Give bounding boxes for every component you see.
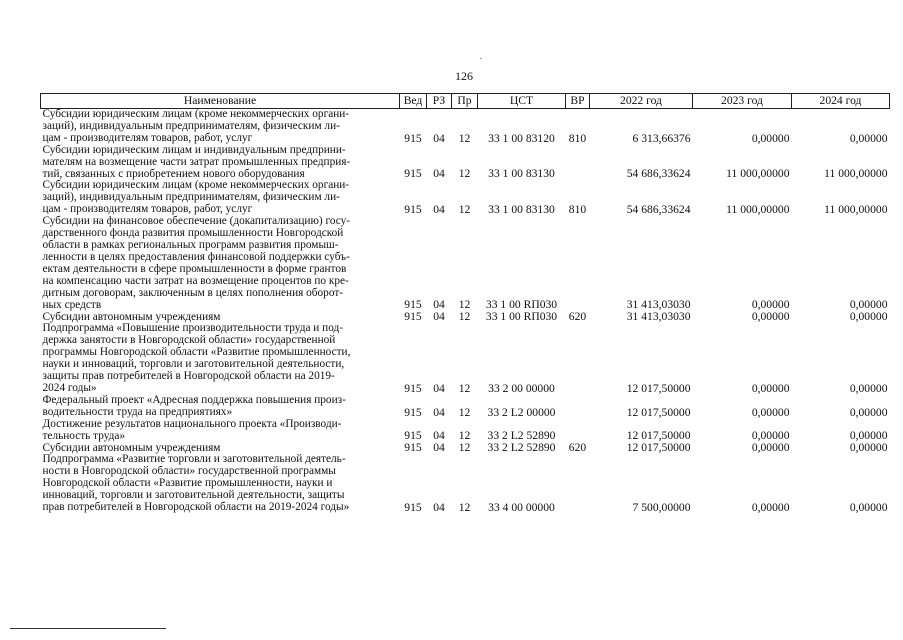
row-name-line: ных средств: [42, 298, 102, 311]
cell-ved: 915: [404, 310, 422, 324]
cell-y2023: 0,00000: [751, 501, 790, 514]
cell-y2023: 11 000,00000: [726, 203, 790, 217]
cell-vr: [566, 216, 590, 311]
row-name-line: 2024 годы»: [42, 381, 97, 394]
table-row: [41, 109, 890, 145]
cell-y2023: 0,00000: [751, 298, 790, 312]
table-row: [41, 395, 890, 419]
row-name-line: держка занятости в Новгородской области» государственной: [42, 334, 336, 347]
cell-vr: 810: [568, 131, 587, 145]
row-name: [41, 419, 400, 443]
cell-rz: 04: [433, 203, 445, 217]
cell-y2024: 0,00000: [849, 441, 888, 455]
row-name-line: Достижение результатов национального проекта «Производи-: [42, 417, 342, 430]
cell-vr: [566, 395, 590, 419]
row-name-line: ленности в целях предоставления финансовой поддержки субъ-: [42, 250, 350, 263]
row-name: [41, 323, 400, 394]
cell-cst: 33 1 00 83130: [488, 167, 555, 181]
page-number: 126: [455, 69, 473, 83]
cell-ved: 915: [404, 381, 422, 395]
header-ved: Вед: [400, 94, 427, 109]
cell-y2022: 7 500,00000: [632, 501, 691, 514]
cell-y2022: 6 313,66376: [632, 131, 691, 145]
row-name: [41, 180, 400, 216]
header-cst: ЦСТ: [478, 94, 566, 109]
cell-pr: 12: [458, 203, 471, 217]
footnote-divider: [10, 628, 166, 629]
cell-pr: 12: [458, 298, 471, 312]
cell-ved: 915: [404, 405, 422, 419]
table-row: [41, 419, 890, 443]
cell-y2022: 54 686,33624: [626, 167, 691, 181]
row-name-line: водительности труда на предприятиях»: [42, 405, 233, 418]
row-name-line: защиты прав потребителей в Новгородской области на 2019-: [42, 370, 335, 383]
row-name-line: на компенсацию части затрат на возмещение процентов по кре-: [42, 274, 349, 287]
cell-rz: 04: [433, 441, 445, 455]
cell-cst: 33 1 00 RП030: [485, 298, 558, 312]
row-name-line: Субсидии юридическим лицам (кроме некоммерческих органи-: [42, 108, 350, 120]
cell-y2023: 0,00000: [751, 310, 790, 324]
cell-y2024: 0,00000: [849, 501, 888, 514]
header-2024: 2024 год: [792, 94, 890, 109]
row-name-line: ности в Новгородской области» государственной программы: [42, 465, 336, 478]
cell-rz: 04: [433, 167, 445, 181]
header-name: Наименование: [41, 94, 400, 109]
cell-y2024: 0,00000: [849, 310, 888, 324]
table-row: [41, 145, 890, 181]
cell-y2022: 12 017,50000: [626, 405, 691, 419]
row-name-line: прав потребителей в Новгородской области на 2019-2024 годы»: [42, 501, 350, 514]
cell-cst: 33 2 L2 52890: [487, 441, 556, 455]
cell-cst: 33 2 00 00000: [488, 381, 555, 395]
cell-vr: [566, 323, 590, 394]
cell-ved: 915: [404, 501, 422, 514]
cell-pr: 12: [458, 441, 471, 455]
cell-vr: [566, 419, 590, 443]
cell-y2022: 54 686,33624: [626, 203, 691, 217]
cell-y2022: 12 017,50000: [626, 381, 691, 395]
row-name-line: дитным договорам, заключенным в целях пополнения оборот-: [42, 286, 344, 299]
cell-rz: 04: [433, 131, 445, 145]
header-vr: ВР: [566, 94, 590, 109]
cell-rz: 04: [433, 405, 445, 419]
header-pr: Пр: [452, 94, 478, 109]
cell-y2023: 0,00000: [751, 441, 790, 455]
cell-ved: 915: [404, 298, 422, 312]
cell-vr: 620: [568, 310, 587, 324]
row-name-line: цам - производителям товаров, работ, услуг: [42, 131, 253, 144]
row-name: [41, 109, 400, 145]
row-name-line: Субсидии юридическим лицам и индивидуальным предприни-: [42, 143, 346, 156]
row-name-line: цам - производителям товаров, работ, услуг: [42, 203, 253, 216]
cell-pr: 12: [458, 501, 471, 514]
table-row: [41, 180, 890, 216]
row-name-line: программы Новгородской области «Развитие промышленности,: [42, 346, 351, 359]
cell-y2024: 0,00000: [849, 405, 888, 419]
cell-ved: 915: [404, 131, 422, 145]
table-header: [41, 94, 890, 109]
cell-y2024: 11 000,00000: [824, 167, 888, 181]
table-row: [41, 216, 890, 311]
table-row: [41, 323, 890, 394]
row-name-line: мателям на возмещение части затрат промышленных предприя-: [42, 155, 351, 168]
cell-cst: 33 1 00 RП030: [485, 310, 558, 324]
row-name-line: дарственного фонда развития промышленности Новгородской: [42, 227, 344, 240]
cell-pr: 12: [458, 381, 471, 395]
header-rz: РЗ: [427, 94, 452, 109]
cell-pr: 12: [458, 167, 471, 181]
cell-rz: 04: [433, 310, 445, 324]
cell-y2023: 11 000,00000: [726, 167, 790, 181]
header-2023: 2023 год: [693, 94, 792, 109]
row-name-line: тий, связанных с приобретением нового оборудования: [42, 167, 305, 180]
cell-y2023: 0,00000: [751, 381, 790, 395]
cell-cst: 33 4 00 00000: [488, 501, 555, 514]
cell-y2024: 0,00000: [849, 429, 888, 443]
row-name-line: заций), индивидуальным предпринимателям, физическим ли-: [42, 119, 340, 132]
row-name-line: тельность труда»: [42, 429, 126, 442]
table-body: [41, 109, 890, 515]
cell-y2023: 0,00000: [751, 429, 790, 443]
cell-ved: 915: [404, 203, 422, 217]
cell-y2024: 0,00000: [849, 131, 888, 145]
row-name-line: инноваций, торговли и заготовительной деятельности, защиты: [42, 489, 345, 502]
cell-rz: 04: [433, 429, 445, 443]
row-name: [41, 145, 400, 181]
cell-vr: 620: [568, 441, 587, 455]
cell-pr: 12: [458, 310, 471, 324]
cell-y2023: 0,00000: [751, 405, 790, 419]
cell-y2024: 11 000,00000: [824, 203, 888, 217]
cell-pr: 12: [458, 429, 471, 443]
row-name: [41, 216, 400, 311]
row-name-line: науки и инноваций, торговли и заготовительной деятельности,: [42, 358, 345, 371]
row-name-line: ектам деятельности в сфере промышленности в форме грантов: [42, 262, 347, 275]
cell-ved: 915: [404, 441, 422, 455]
row-name-line: области в рамках региональных программ развития промыш-: [42, 238, 339, 251]
cell-y2022: 12 017,50000: [626, 429, 691, 443]
row-name-line: Подпрограмма «Развитие торговли и заготовительной деятель-: [42, 453, 346, 466]
cell-vr: 810: [568, 203, 587, 217]
row-name-line: Новгородской области «Развитие промышленности, науки и: [42, 477, 333, 490]
row-name: [41, 395, 400, 419]
budget-table: [40, 93, 890, 514]
row-name-line: Субсидии на финансовое обеспечение (докапитализацию) госу-: [42, 215, 351, 228]
row-name-line: заций), индивидуальным предпринимателям, физическим ли-: [42, 191, 340, 204]
cell-cst: 33 2 L2 52890: [487, 429, 556, 443]
cell-pr: 12: [458, 405, 471, 419]
row-name-line: Подпрограмма «Повышение производительности труда и под-: [42, 322, 344, 335]
row-name-line: Субсидии автономным учреждениям: [42, 310, 221, 323]
row-name: [41, 454, 400, 514]
cell-y2024: 0,00000: [849, 298, 888, 312]
cell-vr: [566, 454, 590, 514]
cell-rz: 04: [433, 501, 445, 514]
cell-ved: 915: [404, 167, 422, 181]
cell-y2022: 31 413,03030: [626, 298, 691, 312]
cell-y2023: 0,00000: [751, 131, 790, 145]
cell-rz: 04: [433, 298, 445, 312]
cell-cst: 33 1 00 83130: [488, 203, 555, 217]
cell-cst: 33 2 L2 00000: [487, 405, 556, 419]
cell-pr: 12: [458, 131, 471, 145]
row-name-line: Федеральный проект «Адресная поддержка повышения произ-: [42, 393, 346, 406]
cell-cst: 33 1 00 83120: [488, 131, 555, 145]
cell-y2024: 0,00000: [849, 381, 888, 395]
table-row: [41, 454, 890, 514]
row-name-line: Субсидии юридическим лицам (кроме некоммерческих органи-: [42, 179, 350, 192]
cell-rz: 04: [433, 381, 445, 395]
row-name-line: Субсидии автономным учреждениям: [42, 441, 221, 454]
cell-ved: 915: [404, 429, 422, 443]
header-2022: 2022 год: [590, 94, 693, 109]
cell-y2022: 31 413,03030: [626, 310, 691, 324]
cell-vr: [566, 145, 590, 181]
scan-mark: [480, 58, 482, 59]
cell-y2022: 12 017,50000: [626, 441, 691, 455]
